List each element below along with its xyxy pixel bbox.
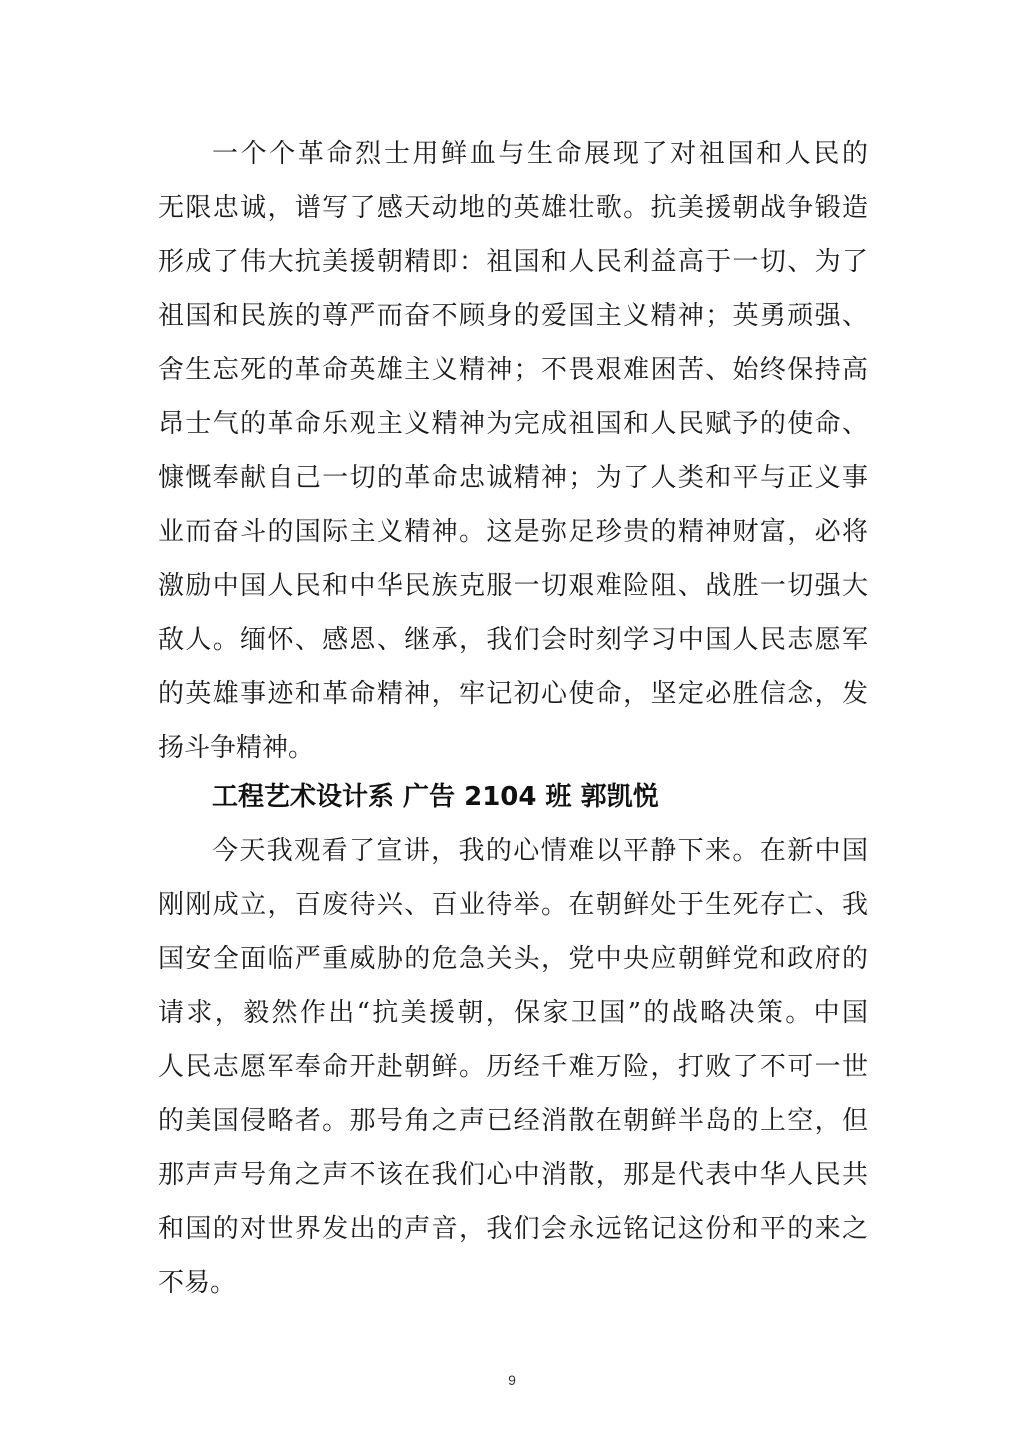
paragraph-line: 和国的对世界发出的声音，我们会永远铭记这份和平的来之: [158, 1214, 868, 1244]
paragraph-line: 扬斗争精神。: [158, 733, 315, 763]
paragraph-line: 国安全面临严重威胁的危急关头，党中央应朝鲜党和政府的: [158, 944, 868, 974]
paragraph-line: 激励中国人民和中华民族克服一切艰难险阻、战胜一切强大: [158, 571, 868, 601]
paragraph-line: 昂士气的革命乐观主义精神为完成祖国和人民赋予的使命、: [158, 409, 868, 439]
paragraph-line: 舍生忘死的革命英雄主义精神；不畏艰难困苦、始终保持高: [158, 355, 868, 385]
paragraph-line: 不易。: [158, 1268, 237, 1298]
paragraph-line: 那声声号角之声不该在我们心中消散，那是代表中华人民共: [158, 1160, 868, 1190]
paragraph-line: 的美国侵略者。那号角之声已经消散在朝鲜半岛的上空，但: [158, 1106, 868, 1136]
author-heading: 工程艺术设计系 广告 2104 班 郭凯悦: [212, 782, 659, 812]
paragraph-line: 今天我观看了宣讲，我的心情难以平静下来。在新中国: [212, 836, 868, 866]
paragraph-line: 人民志愿军奉命开赴朝鲜。历经千难万险，打败了不可一世: [158, 1052, 868, 1082]
paragraph-line: 无限忠诚，谱写了感天动地的英雄壮歌。抗美援朝战争锻造: [158, 193, 868, 223]
paragraph-line: 一个个革命烈士用鲜血与生命展现了对祖国和人民的: [212, 139, 868, 169]
page-number: 9: [508, 1372, 516, 1388]
paragraph-line: 刚刚成立，百废待兴、百业待举。在朝鲜处于生死存亡、我: [158, 890, 868, 920]
paragraph-line: 的英雄事迹和革命精神，牢记初心使命，坚定必胜信念，发: [158, 679, 868, 709]
paragraph-line: 请求，毅然作出“抗美援朝，保家卫国”的战略决策。中国: [158, 998, 868, 1028]
paragraph-line: 敌人。缅怀、感恩、继承，我们会时刻学习中国人民志愿军: [158, 625, 868, 655]
paragraph-line: 祖国和民族的尊严而奋不顾身的爱国主义精神；英勇顽强、: [158, 301, 868, 331]
paragraph-line: 业而奋斗的国际主义精神。这是弥足珍贵的精神财富，必将: [158, 517, 868, 547]
paragraph-line: 慷慨奉献自己一切的革命忠诚精神；为了人类和平与正义事: [158, 463, 868, 493]
paragraph-reflection: [158, 824, 868, 1310]
paragraph-martyrs: [158, 127, 868, 775]
paragraph-line: 形成了伟大抗美援朝精即：祖国和人民利益高于一切、为了: [158, 247, 868, 277]
